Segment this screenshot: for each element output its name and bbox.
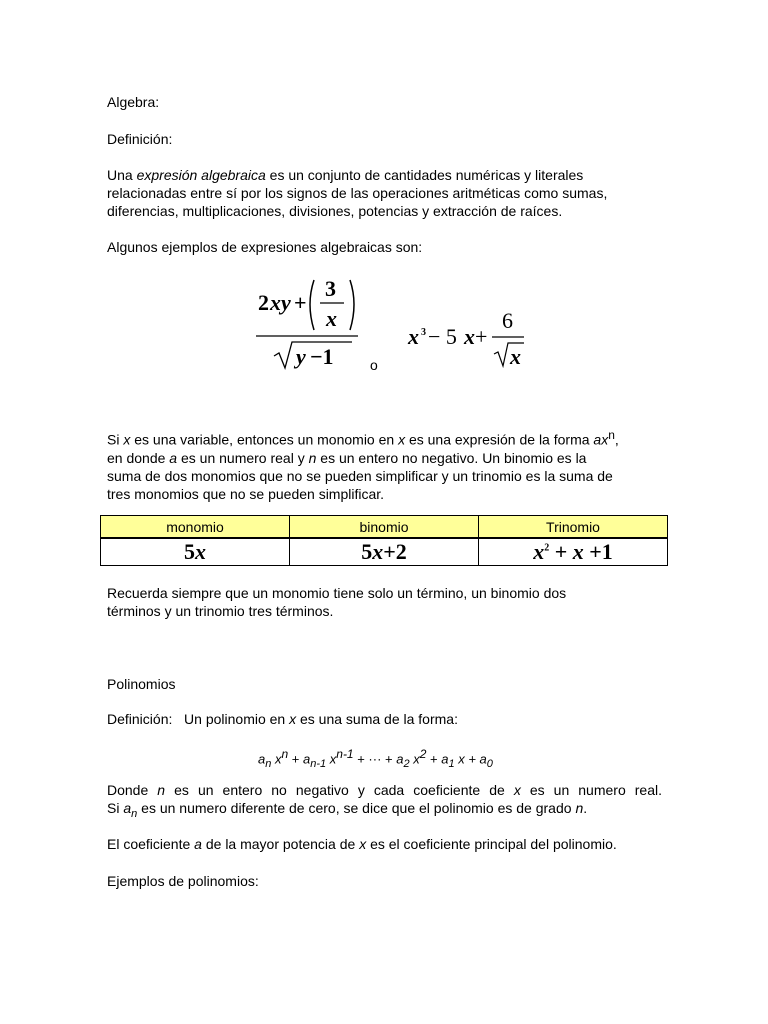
ex1-den-y: y	[296, 344, 306, 369]
monomio-paragraph	[107, 426, 667, 503]
heading-polinomios: Polinomios	[107, 676, 176, 692]
ejemplos-heading: Ejemplos de polinomios:	[107, 873, 259, 889]
cell-trinomio: $x^2 + x +1$	[479, 538, 668, 566]
recuerda-line-1: Recuerda siempre que un monomio tiene solo un término, un binomio dos	[107, 585, 567, 601]
heading-definicion: Definición:	[107, 131, 173, 147]
cell-monomio: 5x	[101, 538, 290, 566]
ex1-left-paren	[310, 280, 314, 330]
examples-intro: Algunos ejemplos de expresiones algebraicas son:	[107, 239, 423, 255]
monomio-line-4: tres monomios que no se pueden simplificar.	[107, 485, 385, 502]
intro-line-1: Una expresión algebraica es un conjunto de cantidades numéricas y literales	[107, 167, 584, 183]
ex2-x2: x	[464, 324, 475, 349]
ex2-frac-den: x	[510, 344, 521, 369]
ex2-x: x	[408, 324, 419, 349]
monomio-line-2: en donde a es un numero real y n es un entero no negativo. Un binomio es la	[107, 449, 587, 466]
intro-paragraph	[107, 166, 667, 220]
monomio-line-1: Si x es una variable, entonces un monomio en x es una expresión de la forma $ax^n$,	[107, 428, 619, 448]
ex1-inner-num: 3	[325, 276, 336, 301]
ex2-mid: − 5	[428, 324, 457, 349]
ex1-num-xy: xy	[270, 290, 291, 315]
intro-line-2: relacionadas entre sí por los signos de las operaciones aritméticas como sumas,	[107, 185, 608, 201]
header-trinomio: Trinomio	[479, 516, 668, 539]
ex1-right-paren	[350, 280, 354, 330]
intro-line-3: diferencias, multiplicaciones, divisiones, potencias y extracción de raíces.	[107, 203, 563, 219]
recuerda-line-2: términos y un trinomio tres términos.	[107, 603, 334, 619]
ex1-den-minus1: −1	[310, 344, 334, 369]
ex1-inner-den: x	[326, 306, 337, 331]
donde-line-2: Si $a_n$ es un numero diferente de cero, se dice que el polinomio es de grado n.	[107, 800, 588, 820]
donde-line-1: Donde n es un entero no negativo y cada coeficiente de x es un numero real.	[107, 782, 662, 798]
recuerda-paragraph	[107, 584, 667, 620]
donde-paragraph	[107, 781, 662, 823]
coeficiente-paragraph: El coeficiente a de la mayor potencia de x es el coeficiente principal del polinomio.	[107, 836, 617, 852]
poly-formula: $a_n$ $x^n + a_{n-1}$ $x^{n-1}$ + ··· + $a_2$ $x^2 + a_1$ $x + a_0$	[258, 747, 493, 770]
heading-algebra: Algebra:	[107, 94, 160, 110]
examples-or: o	[370, 357, 378, 373]
monomio-line-3: suma de dos monomios que no se pueden simplificar y un trinomio es la suma de	[107, 467, 613, 484]
header-binomio: binomio	[290, 516, 479, 539]
math-example-1	[252, 274, 362, 374]
terms-table-header	[101, 516, 668, 539]
ex1-num-2: 2	[258, 290, 269, 315]
ex1-plus: +	[294, 290, 307, 315]
terms-table	[100, 515, 668, 566]
ex2-plus: +	[475, 324, 488, 349]
ex2-exp: 3	[421, 327, 426, 338]
header-monomio: monomio	[101, 516, 290, 539]
poly-definition: Definición: Un polinomio en x es una suma de la forma:	[107, 711, 458, 727]
terms-table-row	[101, 538, 668, 566]
cell-binomio: 5x+2	[290, 538, 479, 566]
ex2-frac-num: 6	[502, 308, 513, 333]
math-example-2	[406, 308, 530, 372]
